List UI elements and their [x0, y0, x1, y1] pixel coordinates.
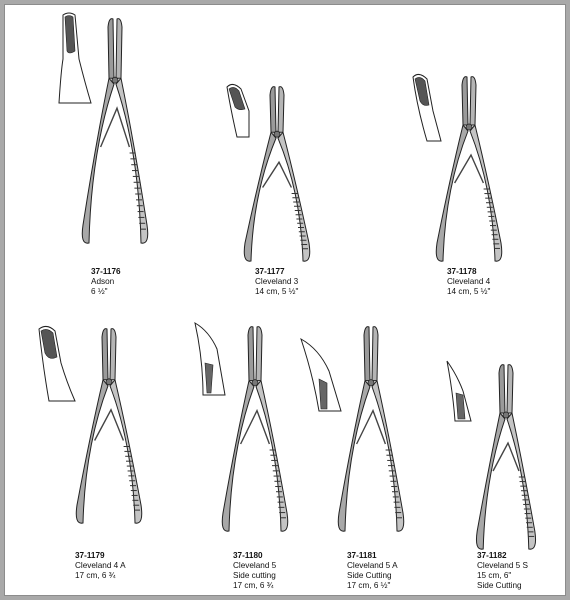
product-label — [233, 551, 276, 591]
product-label — [347, 551, 398, 591]
product-name: Adson — [91, 277, 115, 286]
product-name: Cleveland 4 A — [75, 561, 126, 570]
catalog-page — [4, 4, 566, 596]
product-label — [75, 551, 126, 581]
rongeur-illustration — [65, 11, 165, 251]
product-extra: Side Cutting — [347, 571, 392, 580]
product-size: 14 cm, 5 ½" — [255, 287, 299, 296]
product-name: Cleveland 3 — [255, 277, 299, 286]
rongeur-illustration — [205, 319, 305, 539]
product-size: 6 ½" — [91, 287, 108, 296]
product-code: 37-1176 — [91, 267, 121, 276]
product-code: 37-1182 — [477, 551, 507, 560]
product-size: 15 cm, 6" — [477, 571, 512, 580]
product-code: 37-1178 — [447, 267, 477, 276]
product-name: Cleveland 4 — [447, 277, 491, 286]
rongeur-illustration — [59, 321, 159, 531]
product-label — [447, 267, 490, 297]
rongeur-illustration — [227, 79, 327, 269]
product-label — [477, 551, 528, 591]
product-size: 17 cm, 6 ¾ — [233, 581, 274, 590]
rongeur-illustration — [419, 69, 519, 269]
product-size: 17 cm, 6 ¾ — [75, 571, 116, 580]
product-name: Cleveland 5 — [233, 561, 277, 570]
product-code: 37-1181 — [347, 551, 377, 560]
product-name: Cleveland 5 A — [347, 561, 398, 570]
product-size: 14 cm, 5 ½" — [447, 287, 491, 296]
product-name: Cleveland 5 S — [477, 561, 528, 570]
product-label — [91, 267, 121, 297]
product-extra: Side Cutting — [477, 581, 522, 590]
product-code: 37-1177 — [255, 267, 285, 276]
rongeur-illustration — [321, 319, 421, 539]
rongeur-illustration — [461, 357, 551, 557]
product-code: 37-1180 — [233, 551, 263, 560]
product-extra: Side cutting — [233, 571, 276, 580]
product-label — [255, 267, 298, 297]
product-code: 37-1179 — [75, 551, 105, 560]
product-size: 17 cm, 6 ½" — [347, 581, 391, 590]
